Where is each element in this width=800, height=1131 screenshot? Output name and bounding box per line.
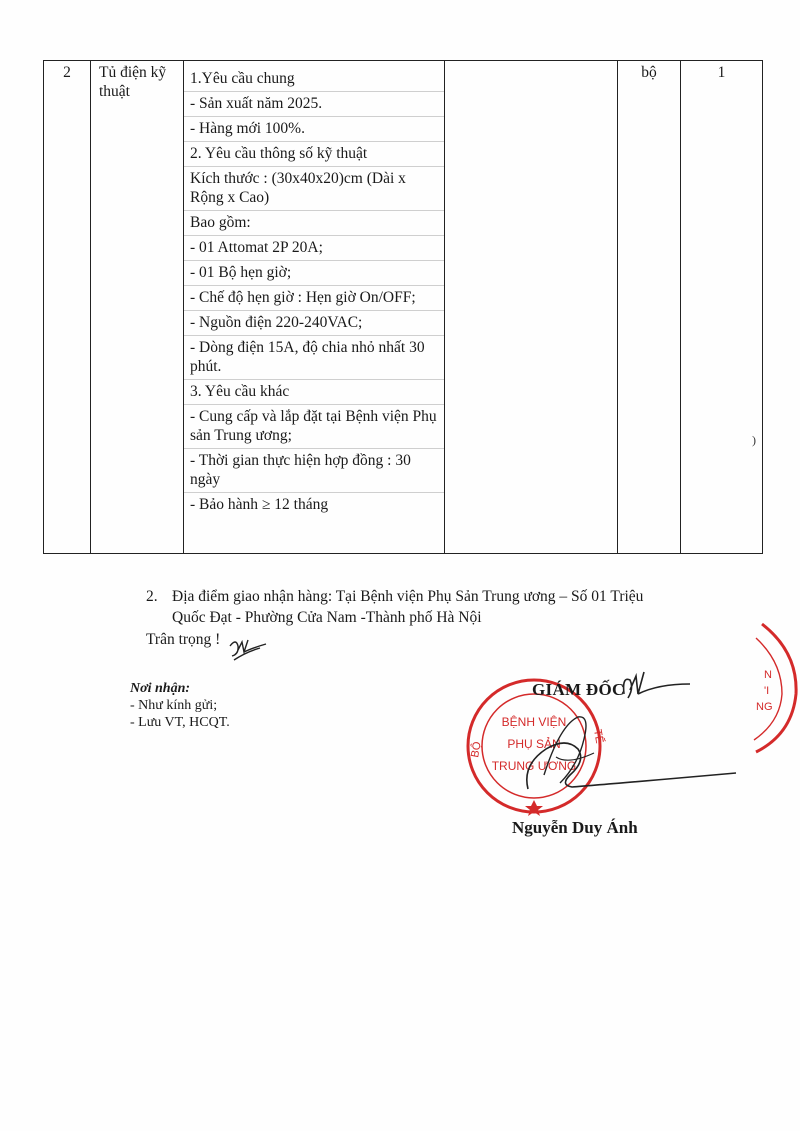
delivery-paragraph (146, 586, 706, 628)
requirement-line: - 01 Attomat 2P 20A; (190, 239, 323, 256)
unit-cell: bộ (618, 61, 681, 554)
partial-seal-icon (748, 622, 800, 754)
title-signature-icon (618, 668, 694, 708)
spec-table (43, 60, 763, 554)
requirement-line: - Nguồn điện 220-240VAC; (190, 314, 363, 331)
requirements-list (190, 67, 438, 517)
seal-left-arc: BỘ (469, 740, 484, 759)
delivery-line-2: Quốc Đạt - Phường Cửa Nam -Thành phố Hà Nội (172, 609, 482, 626)
requirement-line: 3. Yêu cầu khác (190, 383, 290, 400)
recipients-title: Nơi nhận: (130, 681, 191, 696)
table-row (44, 61, 763, 554)
requirement-line: - Cung cấp và lắp đặt tại Bệnh viện Phụ sản Trung ương; (190, 408, 437, 444)
empty-cell (445, 61, 618, 554)
initial-signature-icon (226, 638, 282, 664)
requirement-line: - 01 Bộ hẹn giờ; (190, 264, 292, 281)
recipients-block (130, 680, 230, 731)
signer-name: Nguyễn Duy Ánh (512, 818, 638, 837)
requirement-line: 2. Yêu cầu thông số kỹ thuật (190, 145, 368, 162)
director-signature-icon (520, 705, 740, 805)
requirements-cell (184, 61, 445, 554)
seal-edge-text-1: N (764, 669, 772, 681)
requirement-line: - Bảo hành ≥ 12 tháng (190, 496, 329, 513)
row-number: 2 (44, 61, 91, 554)
requirement-line: Kích thước : (30x40x20)cm (Dài x Rộng x Cao) (190, 170, 406, 206)
seal-edge-text-3: NG (756, 701, 773, 713)
delivery-number: 2. (146, 588, 158, 605)
closing-text: Trân trọng ! (146, 631, 221, 648)
item-name: Tủ điện kỹ thuật (91, 61, 184, 554)
requirement-line: - Hàng mới 100%. (190, 120, 305, 137)
seal-line-1: BỆNH VIỆN (501, 715, 567, 729)
requirement-line: 1.Yêu cầu chung (190, 70, 295, 87)
recipient-item: - Lưu VT, HCQT. (130, 715, 230, 730)
requirement-line: Bao gồm: (190, 214, 251, 231)
requirement-line: - Sản xuất năm 2025. (190, 95, 323, 112)
seal-line-2: PHỤ SẢN (507, 737, 561, 751)
signer-title: GIÁM ĐỐC (532, 680, 625, 699)
delivery-line-1: Địa điểm giao nhận hàng: Tại Bệnh viện Phụ Sản Trung ương – Số 01 Triệu (172, 588, 644, 605)
requirement-line: - Dòng điện 15A, độ chia nhỏ nhất 30 phút. (190, 339, 425, 375)
seal-line-3: TRUNG ƯƠNG (491, 759, 577, 773)
requirement-line: - Chế độ hẹn giờ : Hẹn giờ On/OFF; (190, 289, 416, 306)
recipient-item: - Như kính gửi; (130, 698, 218, 713)
seal-right-arc: TẾ (591, 728, 606, 745)
quantity-cell: 1 (681, 61, 763, 554)
requirement-line: - Thời gian thực hiện hợp đồng : 30 ngày (190, 452, 411, 488)
seal-edge-text-2: 'I (764, 685, 770, 697)
stray-mark: ) (752, 433, 756, 447)
